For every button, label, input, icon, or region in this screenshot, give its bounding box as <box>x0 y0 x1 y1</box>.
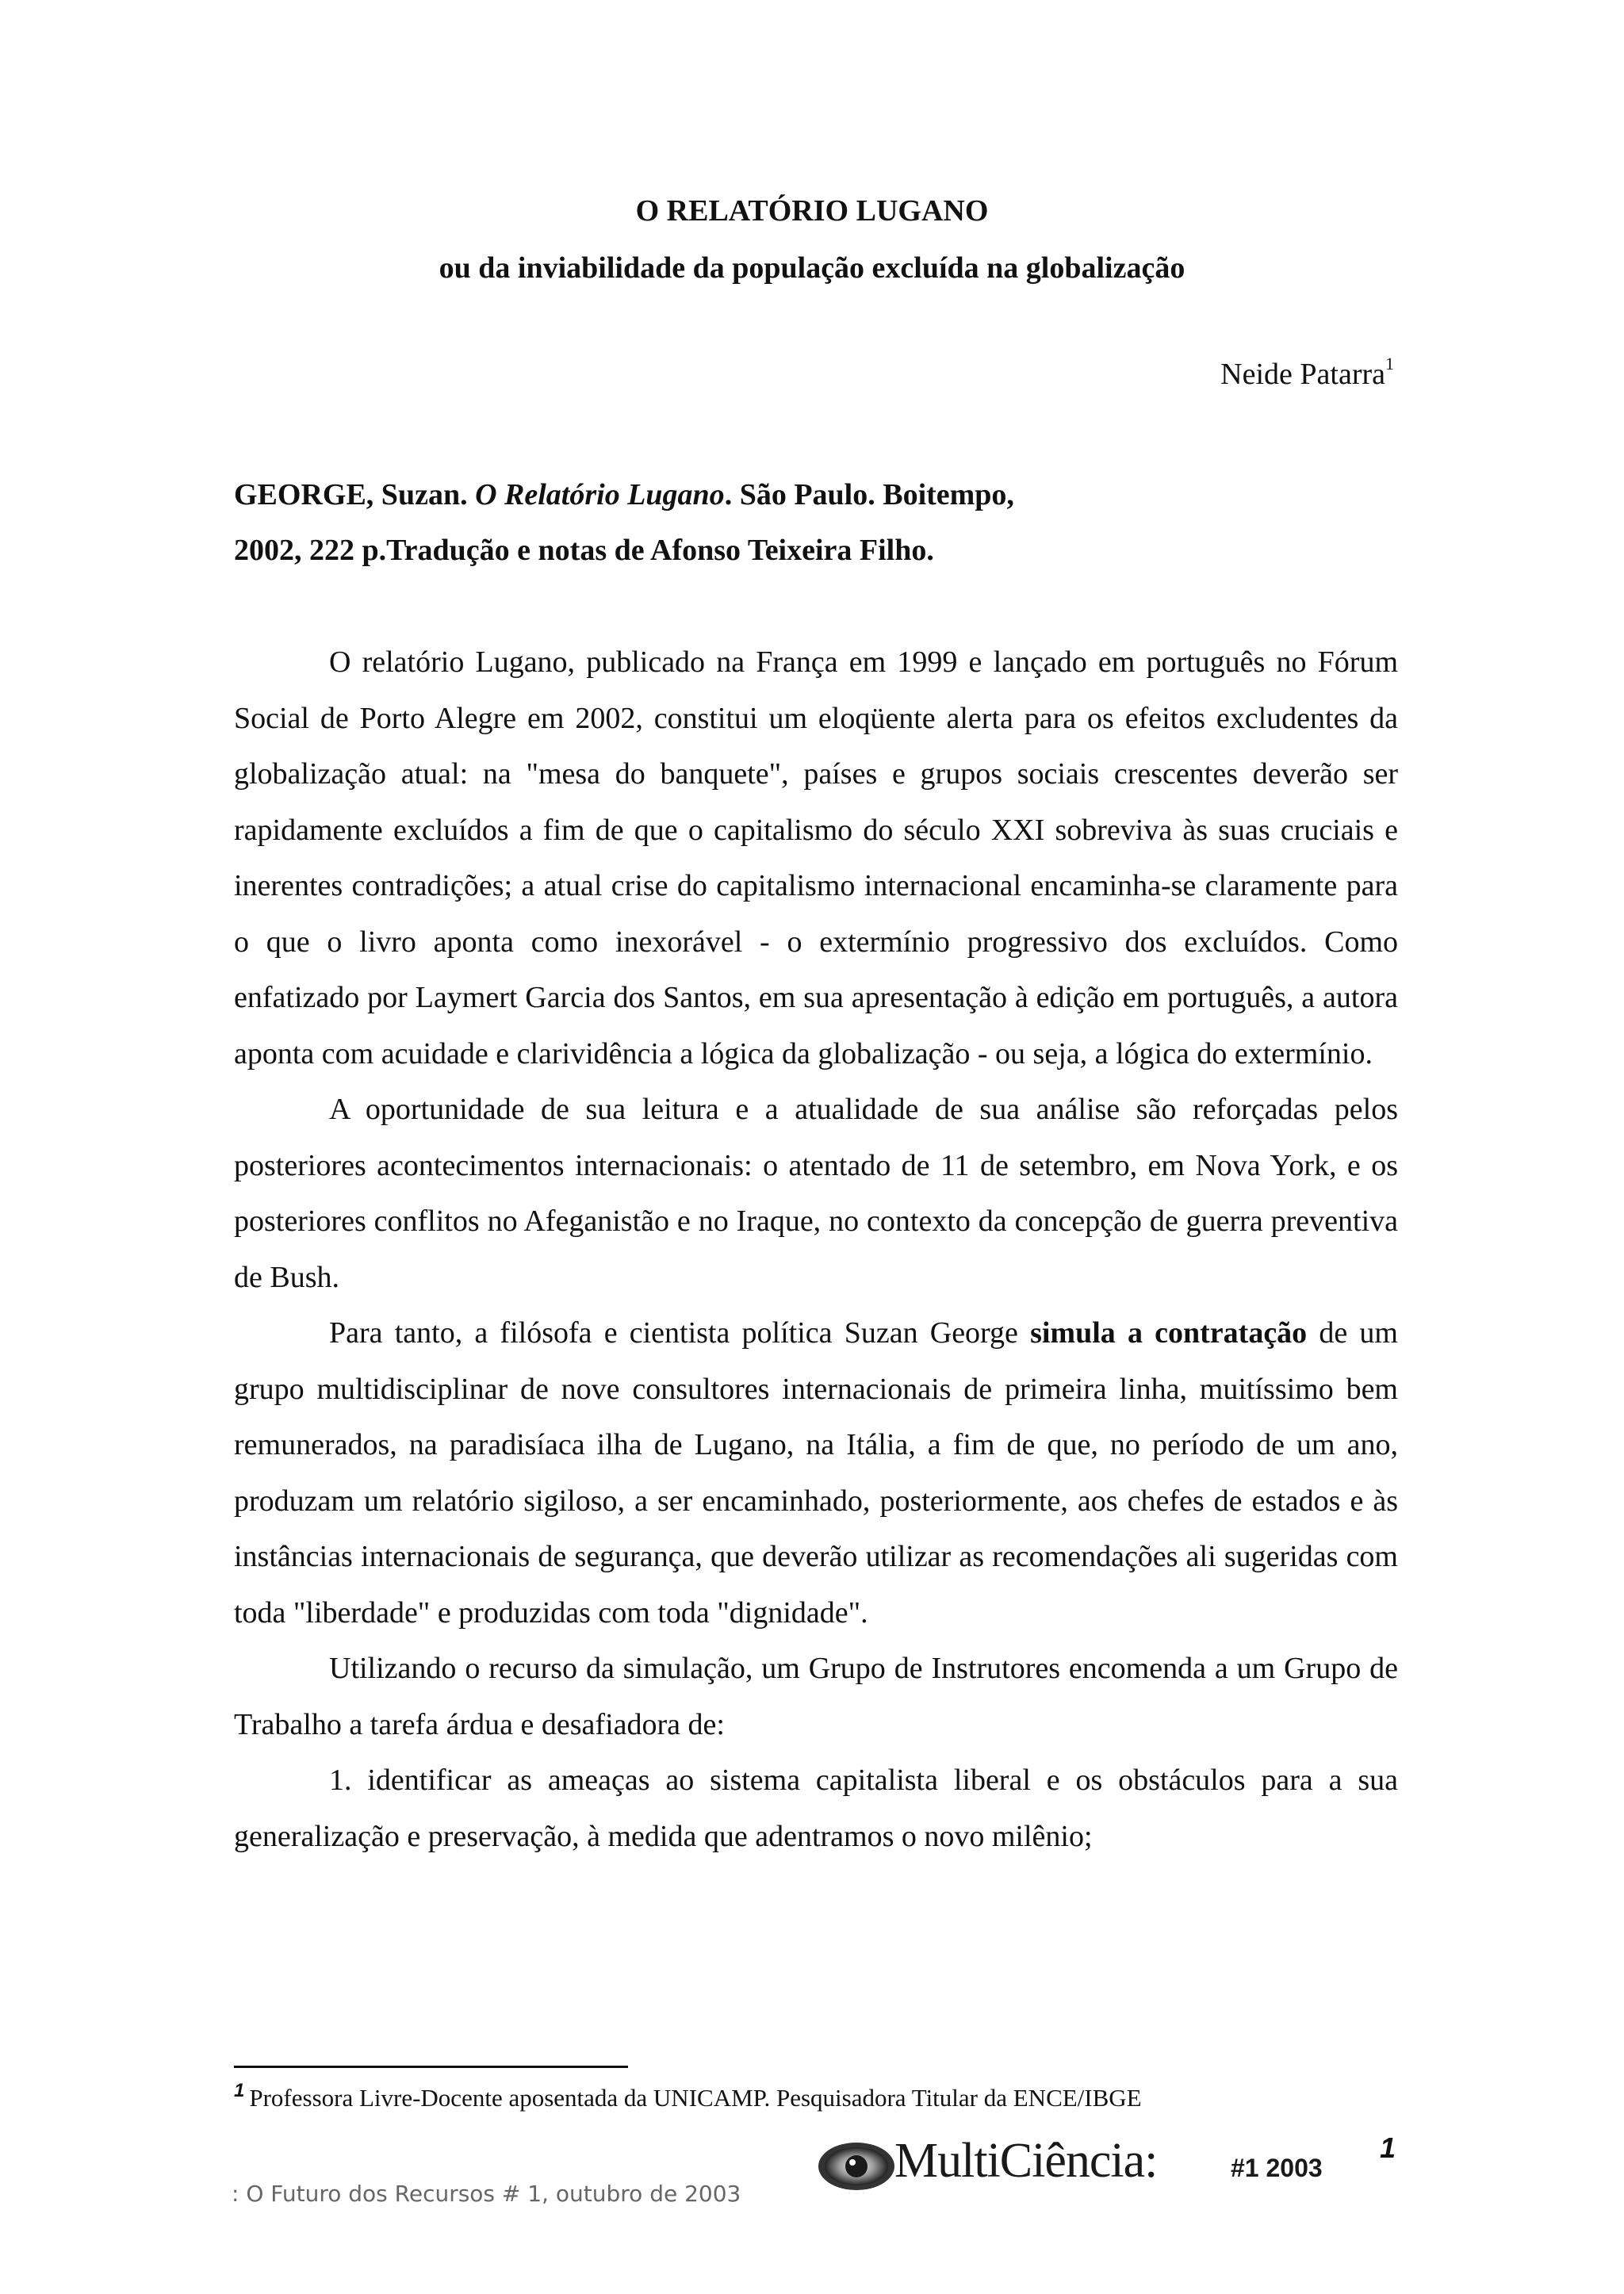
reference-book-title: O Relatório Lugano <box>475 478 725 511</box>
reference-author: GEORGE, Suzan. <box>234 478 468 511</box>
page-subtitle: ou da inviabilidade da população excluída na globalização <box>439 251 1185 285</box>
eye-logo-icon <box>817 2127 896 2206</box>
reference-publisher: . São Paulo. Boitempo, <box>724 478 1014 511</box>
footnote-divider <box>234 2066 628 2068</box>
author-text: Neide Patarra <box>1220 358 1385 391</box>
footnote <box>234 2082 1142 2114</box>
paragraph-1: O relatório Lugano, publicado na França em 1999 e lançado em português no Fórum Social de Porto Alegre em 2002, constitui um eloqüente alerta para os efeitos excludentes da globalização atual: na "mesa do banquete", países e grupos sociais crescentes deverão ser rapidamente excluídos a fim de que o capitalismo do século XXI sobreviva às suas cruciais e inerentes contradições; a atual crise do capitalismo internacional encaminha-se claramente para o que o livro aponta como inexorável - o extermínio progressivo dos excluídos. Como enfatizado por Laymert Garcia dos Santos, em sua apresentação à edição em português, a autora aponta com acuidade e clarividência a lógica da globalização - ou seja, a lógica do extermínio. <box>234 645 1398 1070</box>
logo-issue: #1 2003 <box>1231 2154 1323 2182</box>
paragraph-4: Utilizando o recurso da simulação, um Grupo de Instrutores encomenda a um Grupo de Trabalho a tarefa árdua e desafiadora de: <box>234 1652 1398 1741</box>
paragraph-3-start: Para tanto, a filósofa e cientista política Suzan George <box>329 1316 1031 1350</box>
book-reference-line-2: 2002, 222 p.Tradução e notas de Afonso Teixeira Filho. <box>234 534 934 567</box>
paragraph-3-end: de um grupo multidisciplinar de nove consultores internacionais de primeira linha, muitíssimo bem remunerados, na paradisíaca ilha de Lugano, na Itália, a fim de que, no período de um ano, produzam um relatório sigiloso, a ser encaminhado, posteriormente, aos chefes de estados e às instâncias internacionais de segurança, que deverão utilizar as recomendações ali sugeridas com toda "liberdade" e produzidas com toda "dignidade". <box>234 1316 1398 1630</box>
multiciencia-logo <box>817 2127 1340 2214</box>
author-name <box>1220 355 1394 393</box>
paragraph-3 <box>234 1305 1398 1641</box>
footnote-text: Professora Livre-Docente aposentada da UNICAMP. Pesquisadora Titular da ENCE/IBGE <box>249 2084 1142 2112</box>
footer-issue-info: : O Futuro dos Recursos # 1, outubro de 2003 <box>232 2181 741 2207</box>
review-body <box>234 634 1398 1864</box>
paragraph-2: A oportunidade de sua leitura e a atualidade de sua análise são reforçadas pelos posteriores acontecimentos internacionais: o atentado de 11 de setembro, em Nova York, e os posteriores conflitos no Afeganistão e no Iraque, no contexto da concepção de guerra preventiva de Bush. <box>234 1093 1398 1294</box>
footnote-marker: 1 <box>234 2080 245 2101</box>
book-reference-line-1 <box>234 476 1400 514</box>
page-title: O RELATÓRIO LUGANO <box>635 194 989 228</box>
author-footnote-marker: 1 <box>1385 354 1394 373</box>
paragraph-5: 1. identificar as ameaças ao sistema capitalista liberal e os obstáculos para a sua generalização e preservação, à medida que adentramos o novo milênio; <box>234 1764 1398 1853</box>
paragraph-3-emphasis: simula a contratação <box>1030 1316 1308 1350</box>
page-number: 1 <box>1379 2131 1396 2164</box>
logo-wordmark: MultiCiência: <box>894 2134 1158 2188</box>
